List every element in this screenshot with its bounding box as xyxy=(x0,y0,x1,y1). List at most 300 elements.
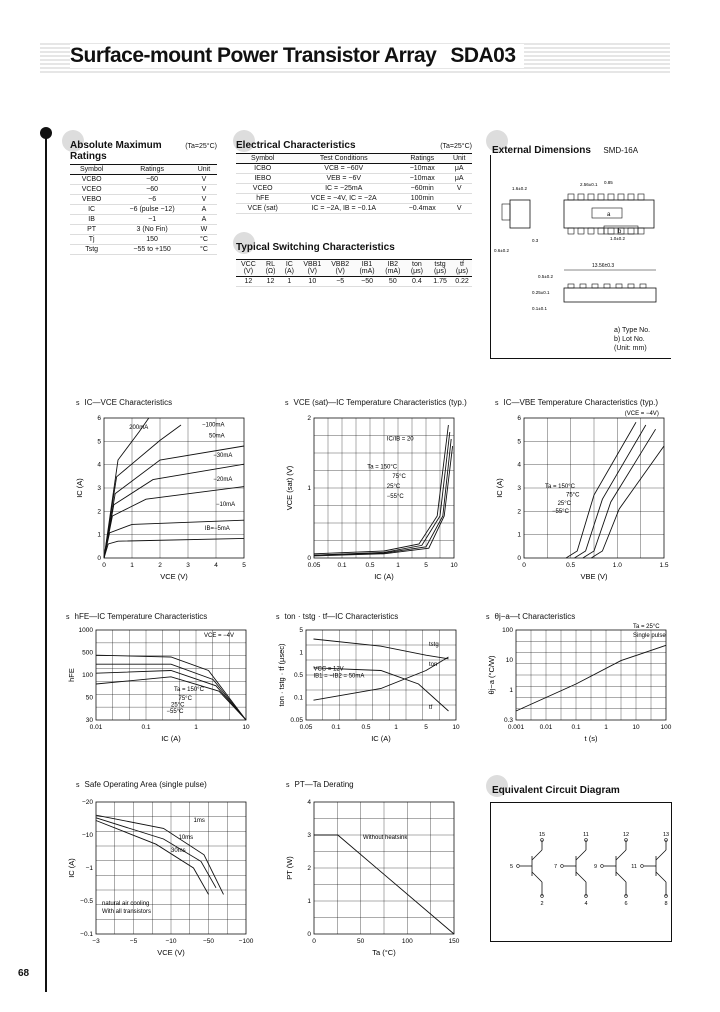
curve-label: −30mA xyxy=(213,453,233,460)
y-tick-label: 2 xyxy=(517,508,521,516)
curve-label: 200mA xyxy=(129,425,149,432)
dim-text: 0.6±0.2 xyxy=(494,248,509,253)
electrical-cell: ICBO xyxy=(236,164,289,174)
pin-label: 5 xyxy=(509,864,513,870)
chart-title-thermal: s θj−a—t Characteristics xyxy=(486,612,576,621)
switching-header: IB2 (mA) xyxy=(380,260,406,277)
x-tick-label: 10 xyxy=(242,724,250,731)
x-tick-label: 1 xyxy=(394,724,398,731)
switching-title: Typical Switching Characteristics xyxy=(236,242,395,253)
curve-label: VCC = 12V xyxy=(313,666,344,673)
x-tick-label: −10 xyxy=(165,938,177,945)
curve-label: 75°C xyxy=(178,696,192,703)
curve-label: −55°C xyxy=(386,493,404,500)
data-curve xyxy=(583,429,656,558)
spine-line xyxy=(45,132,47,992)
pin-label: 2 xyxy=(540,901,544,907)
y-tick-label: 5 xyxy=(97,438,101,446)
y-tick-label: 1 xyxy=(97,531,101,539)
dim-text: 0.85 xyxy=(604,180,613,185)
y-tick-label: 4 xyxy=(307,799,311,806)
curve-label: Ta = 150°C xyxy=(367,464,398,471)
electrical-cell: μA xyxy=(446,174,472,184)
electrical-row xyxy=(236,174,472,184)
x-tick-label: 100 xyxy=(401,938,413,945)
abs-max-cell: Tj xyxy=(70,235,113,245)
switching-cell: 1.75 xyxy=(428,277,452,287)
abs-max-header: Ratings xyxy=(113,165,191,175)
switching-header: tstg (μs) xyxy=(428,260,452,277)
electrical-title: Electrical Characteristics xyxy=(236,140,356,151)
x-tick-label: 1.0 xyxy=(612,562,622,569)
pin-label: 13 xyxy=(662,832,670,838)
dim-text: 2.56±0.1 xyxy=(580,182,598,187)
electrical-header: Ratings xyxy=(398,154,446,164)
pin-dot xyxy=(517,865,520,868)
abs-max-cell: °C xyxy=(191,235,217,245)
curve-label: 25°C xyxy=(557,500,572,507)
abs-max-cell: 150 xyxy=(113,235,191,245)
chart-thermal xyxy=(482,624,682,754)
curve-label: IB1 = −IB2 = 50mA xyxy=(313,673,365,680)
curve-label: 25°C xyxy=(386,484,401,490)
page-number: 68 xyxy=(18,968,30,979)
circuit-diagram xyxy=(492,804,668,938)
pin-dot xyxy=(601,865,604,868)
curve-label: (VCE = −4V) xyxy=(624,411,659,418)
collector-lead xyxy=(576,850,586,860)
curve-label: Ta = 150°C xyxy=(174,687,204,694)
collector-lead xyxy=(532,850,542,860)
curve-label: 75°C xyxy=(566,492,580,499)
y-tick-label: −20 xyxy=(81,799,93,806)
electrical-cell: IC = −2A, IB = −0.1A xyxy=(289,204,398,214)
switching-cell: 12 xyxy=(236,277,261,287)
electrical-row xyxy=(236,204,472,214)
electrical-cell: 100min xyxy=(398,194,446,204)
package-drawing xyxy=(492,160,670,320)
y-tick-label: 50 xyxy=(85,694,93,702)
electrical-cell: −60min xyxy=(398,184,446,194)
x-tick-label: 0.5 xyxy=(365,562,375,569)
abs-max-cell: A xyxy=(191,215,217,225)
emitter-lead xyxy=(616,872,626,882)
abs-max-cell: VCBO xyxy=(70,175,113,185)
abs-max-row xyxy=(70,205,217,215)
abs-max-cell: −6 xyxy=(113,195,191,205)
x-tick-label: 0.01 xyxy=(89,724,103,731)
curve-label: Single pulse xyxy=(633,633,666,640)
x-tick-label: 0.5 xyxy=(566,562,576,569)
y-tick-label: 5 xyxy=(299,627,303,634)
x-axis-label: VCE (V) xyxy=(160,572,188,581)
abs-max-cell: V xyxy=(191,195,217,205)
y-axis-label: PT (W) xyxy=(285,856,294,880)
chart-title-soa: s Safe Operating Area (single pulse) xyxy=(76,780,207,789)
x-tick-label: 5 xyxy=(424,724,428,731)
abs-max-cell: PT xyxy=(70,225,113,235)
y-tick-label: 6 xyxy=(517,415,521,422)
chart-vcesat xyxy=(282,410,462,582)
curve-label: −100mA xyxy=(202,422,225,429)
abs-max-row xyxy=(70,185,217,195)
x-tick-label: 5 xyxy=(242,562,246,569)
pin-label: 8 xyxy=(664,901,668,907)
electrical-cell xyxy=(446,194,472,204)
x-tick-label: 1.5 xyxy=(659,562,669,569)
abs-max-cell: −55 to +150 xyxy=(113,245,191,255)
electrical-table xyxy=(236,153,472,214)
data-curve xyxy=(104,538,244,558)
abs-max-row xyxy=(70,195,217,205)
abs-max-cell: IB xyxy=(70,215,113,225)
x-axis-label: VBE (V) xyxy=(580,572,608,581)
pin-label: 11 xyxy=(631,864,637,870)
y-tick-label: 0 xyxy=(97,555,101,562)
abs-max-cell: −6 (pulse −12) xyxy=(113,205,191,215)
abs-max-header: Symbol xyxy=(70,165,113,175)
x-tick-label: 5 xyxy=(424,562,428,569)
dim-text: 0.3 xyxy=(532,238,539,243)
switching-header: VBB1 (V) xyxy=(298,260,326,277)
pin-label: 15 xyxy=(538,832,546,838)
abs-max-cell: −60 xyxy=(113,185,191,195)
y-tick-label: 1 xyxy=(509,687,513,694)
abs-max-cell: A xyxy=(191,205,217,215)
curve-label: 25°C xyxy=(171,702,185,709)
switching-cell: 0.4 xyxy=(406,277,428,287)
data-curve xyxy=(96,815,224,894)
curve-label: tstg xyxy=(429,642,439,649)
y-tick-label: 0 xyxy=(517,555,521,562)
data-curve xyxy=(591,446,664,558)
chart-title-hfe: s hFE—IC Temperature Characteristics xyxy=(66,612,208,621)
chart-title-vcesat: s VCE (sat)—IC Temperature Characteristics (typ.) xyxy=(285,398,467,407)
abs-max-cell: Tstg xyxy=(70,245,113,255)
switching-header: VBB2 (V) xyxy=(326,260,354,277)
data-curve xyxy=(314,439,451,555)
pin-label: 7 xyxy=(553,864,557,870)
x-tick-label: 1 xyxy=(130,562,134,569)
dimensions-title: External Dimensions xyxy=(492,145,591,156)
y-tick-label: 0.05 xyxy=(290,717,303,724)
x-tick-label: 10 xyxy=(450,562,458,569)
label-a: a xyxy=(607,212,611,218)
electrical-header: Symbol xyxy=(236,154,289,164)
data-curve xyxy=(96,818,216,888)
y-axis-label: hFE xyxy=(67,668,76,682)
page-title: Surface-mount Power Transistor Array SDA03 xyxy=(70,44,524,68)
curve-label: VCE = −4V xyxy=(204,633,235,640)
electrical-cell: VCEO xyxy=(236,184,289,194)
switching-cell: 1 xyxy=(280,277,298,287)
x-tick-label: 2 xyxy=(158,562,162,569)
abs-max-row xyxy=(70,175,217,185)
switching-cell: 10 xyxy=(298,277,326,287)
electrical-cell: VEB = −6V xyxy=(289,174,398,184)
abs-max-row xyxy=(70,215,217,225)
chart-title-switching: s ton · tstg · tf—IC Characteristics xyxy=(276,612,399,621)
y-tick-label: −0.5 xyxy=(80,898,93,905)
abs-max-cell: °C xyxy=(191,245,217,255)
electrical-cell: hFE xyxy=(236,194,289,204)
switching-header: IB1 (mA) xyxy=(354,260,380,277)
electrical-row xyxy=(236,194,472,204)
chart-switching xyxy=(272,624,472,754)
abs-max-row xyxy=(70,225,217,235)
x-tick-label: 0.1 xyxy=(337,562,347,569)
abs-max-row xyxy=(70,245,217,255)
y-axis-label: IC (A) xyxy=(75,478,84,498)
abs-max-cell: V xyxy=(191,185,217,195)
electrical-row xyxy=(236,164,472,174)
x-axis-label: IC (A) xyxy=(371,734,391,743)
x-tick-label: 10 xyxy=(632,724,640,731)
dimension-notes xyxy=(614,326,650,353)
curve-label: With all transistors xyxy=(102,908,152,915)
x-tick-label: 0.1 xyxy=(571,724,581,731)
electrical-row xyxy=(236,184,472,194)
dim-text: 1.0±0.2 xyxy=(610,236,625,241)
x-axis-label: IC (A) xyxy=(374,572,394,581)
absolute-max-condition: (Ta=25°C) xyxy=(185,143,217,150)
x-tick-label: −100 xyxy=(238,938,254,945)
electrical-cell: −10max xyxy=(398,164,446,174)
y-tick-label: 6 xyxy=(97,415,101,422)
x-axis-label: IC (A) xyxy=(161,734,181,743)
y-axis-label: θj−a (°C/W) xyxy=(487,655,496,695)
switching-table xyxy=(236,259,472,287)
part-number: SDA03 xyxy=(450,44,516,67)
x-tick-label: 1 xyxy=(396,562,400,569)
electrical-condition: (Ta=25°C) xyxy=(440,143,472,150)
switching-cell: 12 xyxy=(261,277,281,287)
x-tick-label: −5 xyxy=(129,938,138,945)
emitter-lead xyxy=(532,872,542,882)
x-tick-label: 10 xyxy=(452,724,460,731)
y-axis-label: IC (A) xyxy=(495,478,504,498)
note-type-no: a) Type No. xyxy=(614,327,651,334)
label-b: b xyxy=(618,229,622,235)
y-tick-label: 0.5 xyxy=(293,672,303,679)
x-tick-label: 0.5 xyxy=(361,724,371,731)
chart-hfe xyxy=(62,624,262,754)
collector-lead xyxy=(656,850,666,860)
y-axis-label: ton · tstg · tf (μsec) xyxy=(277,643,286,707)
curve-label: 1ms xyxy=(193,817,205,824)
x-axis-label: t (s) xyxy=(584,734,598,743)
electrical-section xyxy=(236,140,472,214)
abs-max-cell: VEBO xyxy=(70,195,113,205)
data-curve xyxy=(574,425,645,558)
x-tick-label: 0 xyxy=(102,562,106,569)
y-tick-label: 100 xyxy=(82,672,93,679)
chart-derating xyxy=(282,794,472,964)
abs-max-cell: IC xyxy=(70,205,113,215)
electrical-cell: VCE = −4V, IC = −2A xyxy=(289,194,398,204)
pin-dot xyxy=(641,865,644,868)
abs-max-cell: 3 (No Fin) xyxy=(113,225,191,235)
data-curve xyxy=(566,422,636,558)
x-axis-label: VCE (V) xyxy=(157,948,185,957)
electrical-cell: −0.4max xyxy=(398,204,446,214)
curve-label: 30ms xyxy=(171,848,186,855)
absolute-max-section xyxy=(70,140,217,255)
y-tick-label: 1000 xyxy=(78,627,93,634)
emitter-lead xyxy=(656,872,666,882)
data-curve xyxy=(104,425,181,558)
electrical-header: Unit xyxy=(446,154,472,164)
spine-dot xyxy=(40,127,52,139)
switching-header: tf (μs) xyxy=(452,260,472,277)
y-tick-label: −10 xyxy=(81,832,93,839)
curve-label: Ta = 25°C xyxy=(633,624,660,631)
y-tick-label: 0 xyxy=(307,931,311,938)
pin-label: 4 xyxy=(584,901,588,907)
chart-title-derating: s PT—Ta Derating xyxy=(286,780,354,789)
y-tick-label: 4 xyxy=(97,461,101,469)
y-tick-label: 30 xyxy=(85,717,93,724)
curve-label: Ta = 150°C xyxy=(545,484,575,490)
y-tick-label: 2 xyxy=(307,865,311,872)
y-tick-label: 10 xyxy=(505,657,513,664)
curve-label: −55°C xyxy=(166,708,184,715)
x-tick-label: 0 xyxy=(312,938,316,945)
y-tick-label: 1 xyxy=(307,898,311,905)
y-tick-label: 500 xyxy=(82,649,93,657)
emitter-lead xyxy=(576,872,586,882)
electrical-cell: VCB = −60V xyxy=(289,164,398,174)
x-tick-label: 50 xyxy=(357,938,365,945)
pin-dot xyxy=(561,865,564,868)
switching-row xyxy=(236,277,472,287)
y-tick-label: 5 xyxy=(517,438,521,446)
chart-ic-vce xyxy=(72,410,252,582)
x-tick-label: 0 xyxy=(522,562,526,569)
data-curve xyxy=(314,432,450,555)
x-tick-label: 0.05 xyxy=(307,562,321,569)
pin-label: 9 xyxy=(593,864,597,870)
abs-max-cell: −1 xyxy=(113,215,191,225)
switching-cell: 50 xyxy=(380,277,406,287)
x-axis-label: Ta (°C) xyxy=(372,948,396,957)
x-tick-label: −50 xyxy=(202,938,215,945)
chart-ic-vbe xyxy=(492,410,672,582)
abs-max-cell: W xyxy=(191,225,217,235)
abs-max-cell: −60 xyxy=(113,175,191,185)
x-tick-label: 0.001 xyxy=(507,724,525,731)
abs-max-header: Unit xyxy=(191,165,217,175)
switching-cell: 0.22 xyxy=(452,277,472,287)
curve-label: IB=−5mA xyxy=(204,526,230,532)
dim-text: 0.25±0.1 xyxy=(532,290,550,295)
curve-label: 50mA xyxy=(209,433,225,440)
electrical-header: Test Conditions xyxy=(289,154,398,164)
curve-label: 10ms xyxy=(178,834,194,841)
switching-cell: −50 xyxy=(354,277,380,287)
y-tick-label: 0 xyxy=(307,555,311,562)
curve-label: −10mA xyxy=(216,502,236,509)
curve-label: Without heatsink xyxy=(363,834,408,841)
x-tick-label: 150 xyxy=(448,938,460,945)
electrical-cell: IC = −25mA xyxy=(289,184,398,194)
y-tick-label: 3 xyxy=(517,485,521,492)
switching-header: VCC (V) xyxy=(236,260,261,277)
pin-label: 11 xyxy=(583,832,589,838)
chart-soa xyxy=(62,794,262,964)
y-tick-label: 4 xyxy=(517,461,521,469)
curve-label: ton xyxy=(429,662,438,668)
x-tick-label: −3 xyxy=(92,938,100,945)
curve-label: IC/IB = 20 xyxy=(386,436,414,443)
switching-section xyxy=(236,242,472,287)
x-tick-label: 100 xyxy=(660,724,672,731)
switching-header: ton (μs) xyxy=(406,260,428,277)
absolute-max-table xyxy=(70,164,217,255)
note-unit: (Unit: mm) xyxy=(614,345,647,352)
y-tick-label: 1 xyxy=(307,485,311,492)
y-tick-label: 3 xyxy=(307,832,311,839)
y-tick-label: 100 xyxy=(502,627,513,634)
x-tick-label: 0.01 xyxy=(539,724,553,731)
y-tick-label: 3 xyxy=(97,485,101,492)
chart-title-ic-vce: s IC—VCE Characteristics xyxy=(76,398,173,407)
electrical-cell: VCE (sat) xyxy=(236,204,289,214)
chart-title-ic-vbe: s IC—VBE Temperature Characteristics (typ.) xyxy=(495,398,659,407)
y-tick-label: 2 xyxy=(307,415,311,422)
y-axis-label: VCE (sat) (V) xyxy=(285,465,294,511)
y-axis-label: IC (A) xyxy=(67,858,76,878)
dim-text: 0.5±0.2 xyxy=(538,274,553,279)
x-tick-label: 0.1 xyxy=(331,724,341,731)
switching-header: IC (A) xyxy=(280,260,298,277)
dimensions-package: SMD-16A xyxy=(603,146,639,155)
y-tick-label: −0.1 xyxy=(80,931,93,938)
x-tick-label: 1 xyxy=(604,724,608,731)
dim-text: 0.1±0.1 xyxy=(532,306,547,311)
electrical-cell: V xyxy=(446,204,472,214)
electrical-cell: V xyxy=(446,184,472,194)
dim-text: 13.56±0.3 xyxy=(592,263,615,269)
x-tick-label: 4 xyxy=(214,562,218,569)
y-tick-label: 0.3 xyxy=(503,717,513,724)
y-tick-label: 1 xyxy=(299,649,303,657)
abs-max-row xyxy=(70,235,217,245)
curve-label: natural air cooling xyxy=(102,900,150,907)
curve-label: −20mA xyxy=(213,477,233,483)
collector-lead xyxy=(616,850,626,860)
circuit-title: Equivalent Circuit Diagram xyxy=(492,785,620,796)
x-tick-label: 0.05 xyxy=(299,724,313,731)
dim-text: 1.6±0.2 xyxy=(512,186,527,191)
electrical-cell: −10max xyxy=(398,174,446,184)
data-curve xyxy=(314,446,453,556)
abs-max-cell: VCEO xyxy=(70,185,113,195)
abs-max-cell: V xyxy=(191,175,217,185)
switching-header: RL (Ω) xyxy=(261,260,281,277)
pin-label: 6 xyxy=(624,901,628,907)
y-tick-label: 2 xyxy=(97,508,101,516)
electrical-cell: μA xyxy=(446,164,472,174)
x-tick-label: 0.1 xyxy=(141,724,151,731)
y-tick-label: −1 xyxy=(85,865,93,872)
x-tick-label: 3 xyxy=(186,562,190,569)
electrical-cell: IEBO xyxy=(236,174,289,184)
y-tick-label: 0.1 xyxy=(293,694,303,702)
y-tick-label: 1 xyxy=(517,531,521,539)
switching-cell: −5 xyxy=(326,277,354,287)
pin-label: 12 xyxy=(622,832,630,838)
